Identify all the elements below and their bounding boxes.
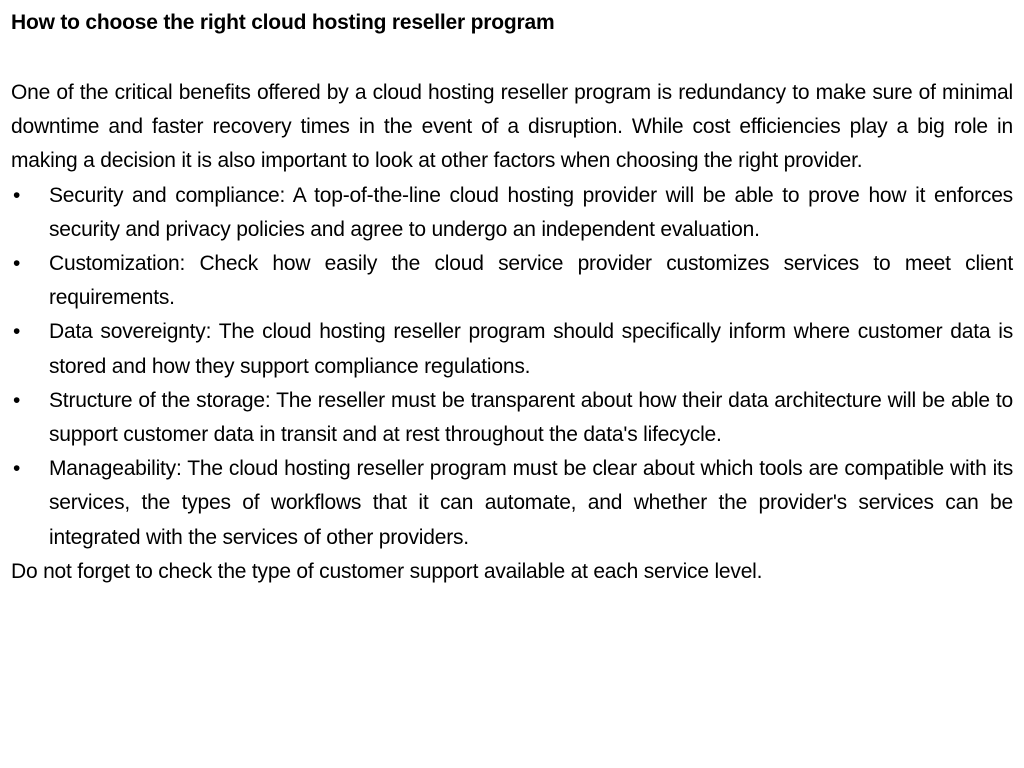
page-title: How to choose the right cloud hosting reseller program — [11, 11, 555, 34]
list-item-text: Manageability: The cloud hosting reseller program must be clear about which tools are compatible with its services, the types of workflows that it can automate, and whether the provider's services can be integrated with the services of other providers. — [49, 457, 1013, 549]
bullet-icon: • — [13, 320, 21, 344]
intro-paragraph: One of the critical benefits offered by a cloud hosting reseller program is redundancy to make sure of minimal downtime and faster recovery times in the event of a disruption. While cost efficiencies play a big role in making a decision it is also important to look at other factors when choosing the right provider. — [11, 81, 1013, 173]
bullet-icon: • — [13, 252, 21, 276]
bullet-icon: • — [13, 457, 21, 481]
list-item-text: Customization: Check how easily the cloud service provider customizes services to meet client requirements. — [49, 252, 1013, 310]
list-item — [11, 315, 1013, 383]
list-item-text: Security and compliance: A top-of-the-line cloud hosting provider will be able to prove how it enforces security and privacy policies and agree to undergo an independent evaluation. — [49, 183, 1013, 241]
list-item-text: Structure of the storage: The reseller must be transparent about how their data architecture will be able to support customer data in transit and at rest throughout the data's lifecycle. — [49, 388, 1013, 447]
bullet-icon: • — [13, 183, 21, 207]
list-item — [11, 247, 1013, 315]
list-item — [11, 384, 1013, 452]
list-item — [11, 179, 1013, 247]
list-item — [11, 452, 1013, 555]
criteria-list — [11, 179, 1013, 555]
spacer — [11, 38, 1013, 76]
bullet-icon: • — [13, 388, 21, 412]
closing-paragraph: Do not forget to check the type of customer support available at each service level. — [11, 559, 763, 583]
list-item-text: Data sovereignty: The cloud hosting reseller program should specifically inform where customer data is stored and how they support compliance regulations. — [49, 320, 1013, 378]
